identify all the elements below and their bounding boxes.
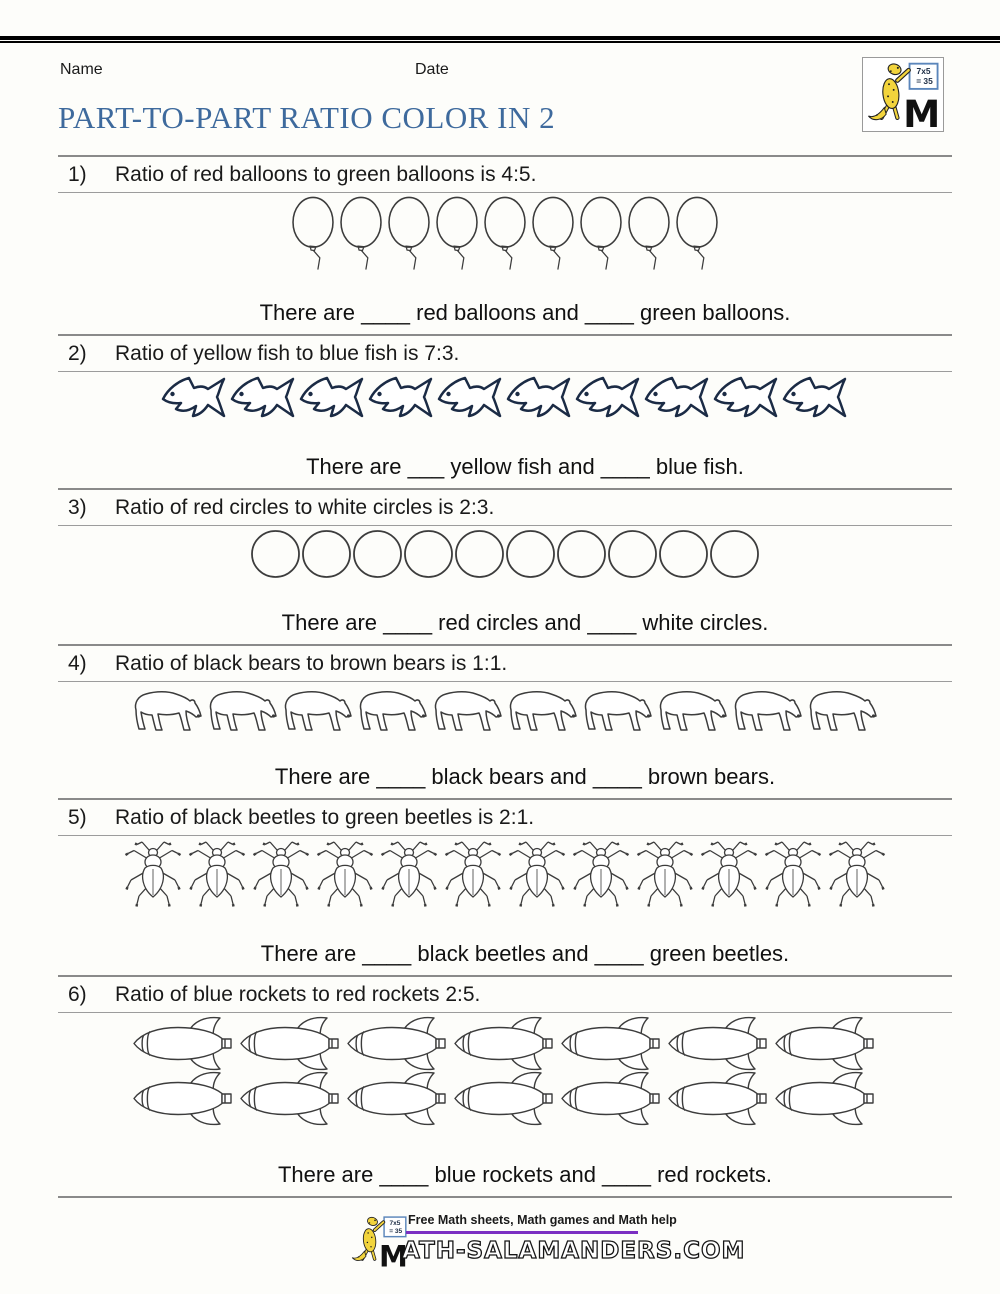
beetle-icon [697, 839, 761, 907]
fill-in-sentence: There are ____ black beetles and ____ green beetles. [260, 941, 790, 966]
question-header [58, 646, 952, 682]
site-logo [862, 57, 944, 132]
question-header [58, 800, 952, 836]
fill-in-sentence: There are ____ black bears and ____ brown bears. [274, 764, 776, 789]
question-prompt: Ratio of black beetles to green beetles is 2:1. [115, 805, 535, 829]
rocket-icon [773, 1016, 880, 1071]
beetle-icon [633, 839, 697, 907]
bear-icon [505, 685, 580, 735]
fish-icon [505, 375, 574, 421]
rocket-icon [666, 1016, 773, 1071]
bear-icon [655, 685, 730, 735]
balloon-icon [433, 196, 481, 272]
beetle-icon [185, 839, 249, 907]
question-prompt: Ratio of red balloons to green balloons is 4:5. [115, 162, 537, 186]
icon-row [289, 196, 721, 272]
question-header [58, 490, 952, 526]
balloon-icon [625, 196, 673, 272]
question-block [58, 975, 952, 1188]
question-number: 6) [68, 982, 87, 1006]
top-rule [0, 36, 1000, 43]
question-number: 1) [68, 162, 87, 186]
icon-row [121, 839, 889, 907]
circle-icon [607, 529, 658, 579]
fish-icon [436, 375, 505, 421]
footer-site-name: ATH-SALAMANDERS.COM [402, 1238, 746, 1264]
question-number: 5) [68, 805, 87, 829]
rocket-icon [559, 1016, 666, 1071]
page-title: PART-TO-PART RATIO COLOR IN 2 [58, 100, 556, 135]
bear-icon [355, 685, 430, 735]
circle-icon [454, 529, 505, 579]
date-label: Date [415, 61, 449, 78]
fish-icon [229, 375, 298, 421]
rocket-icon [131, 1016, 238, 1071]
bear-icon [805, 685, 880, 735]
question-header [58, 157, 952, 193]
balloon-icon [385, 196, 433, 272]
question-block [58, 155, 952, 326]
fish-icon [781, 375, 850, 421]
fill-in-sentence: There are ____ red balloons and ____ green balloons. [259, 300, 791, 325]
beetle-icon [121, 839, 185, 907]
rocket-icon [238, 1071, 345, 1126]
beetle-icon [505, 839, 569, 907]
footer-accent-rule [406, 1231, 638, 1234]
question-header [58, 336, 952, 372]
salamander-logo-icon [864, 59, 942, 130]
bear-icon [430, 685, 505, 735]
question-prompt: Ratio of black bears to brown bears is 1:1. [115, 651, 508, 675]
bear-icon [730, 685, 805, 735]
question-block [58, 488, 952, 636]
question-number: 4) [68, 651, 87, 675]
beetle-icon [761, 839, 825, 907]
question-block [58, 798, 952, 967]
beetle-icon [377, 839, 441, 907]
footer-tagline: Free Math sheets, Math games and Math help [408, 1213, 677, 1227]
icon-row [130, 685, 880, 735]
fish-icon [298, 375, 367, 421]
circle-icon [709, 529, 760, 579]
circle-icon [556, 529, 607, 579]
rocket-icon [452, 1071, 559, 1126]
rocket-icon [238, 1016, 345, 1071]
bear-icon [205, 685, 280, 735]
circle-icon [301, 529, 352, 579]
name-label: Name [60, 61, 103, 78]
balloon-icon [481, 196, 529, 272]
fish-icon [367, 375, 436, 421]
balloon-icon [673, 196, 721, 272]
fill-in-sentence: There are ____ blue rockets and ____ red rockets. [277, 1162, 773, 1187]
question-prompt: Ratio of yellow fish to blue fish is 7:3. [115, 341, 460, 365]
circle-icon [352, 529, 403, 579]
bear-icon [280, 685, 355, 735]
icon-row [131, 1016, 880, 1126]
fish-icon [643, 375, 712, 421]
circle-icon [658, 529, 709, 579]
footer-logo [350, 1211, 746, 1275]
question-number: 3) [68, 495, 87, 519]
circle-icon [403, 529, 454, 579]
question-header [58, 977, 952, 1013]
beetle-icon [569, 839, 633, 907]
fish-icon [712, 375, 781, 421]
rocket-icon [345, 1016, 452, 1071]
salamander-logo-icon [350, 1213, 408, 1269]
questions-list [58, 155, 952, 1198]
fish-icon [574, 375, 643, 421]
balloon-icon [529, 196, 577, 272]
beetle-icon [825, 839, 889, 907]
balloon-icon [337, 196, 385, 272]
rocket-icon [345, 1071, 452, 1126]
fish-icon [160, 375, 229, 421]
rocket-icon [452, 1016, 559, 1071]
question-block [58, 334, 952, 480]
question-prompt: Ratio of blue rockets to red rockets 2:5. [115, 982, 481, 1006]
icon-row [250, 529, 760, 579]
fill-in-sentence: There are ____ red circles and ____ white circles. [281, 610, 769, 635]
rocket-icon [559, 1071, 666, 1126]
rocket-icon [773, 1071, 880, 1126]
fill-in-sentence: There are ___ yellow fish and ____ blue fish. [306, 454, 744, 479]
beetle-icon [441, 839, 505, 907]
question-block [58, 644, 952, 790]
bear-icon [580, 685, 655, 735]
balloon-icon [577, 196, 625, 272]
question-number: 2) [68, 341, 87, 365]
question-prompt: Ratio of red circles to white circles is 2:3. [115, 495, 495, 519]
icon-row [160, 375, 850, 421]
rocket-icon [131, 1071, 238, 1126]
circle-icon [505, 529, 556, 579]
beetle-icon [249, 839, 313, 907]
beetle-icon [313, 839, 377, 907]
rocket-icon [666, 1071, 773, 1126]
circle-icon [250, 529, 301, 579]
bear-icon [130, 685, 205, 735]
balloon-icon [289, 196, 337, 272]
